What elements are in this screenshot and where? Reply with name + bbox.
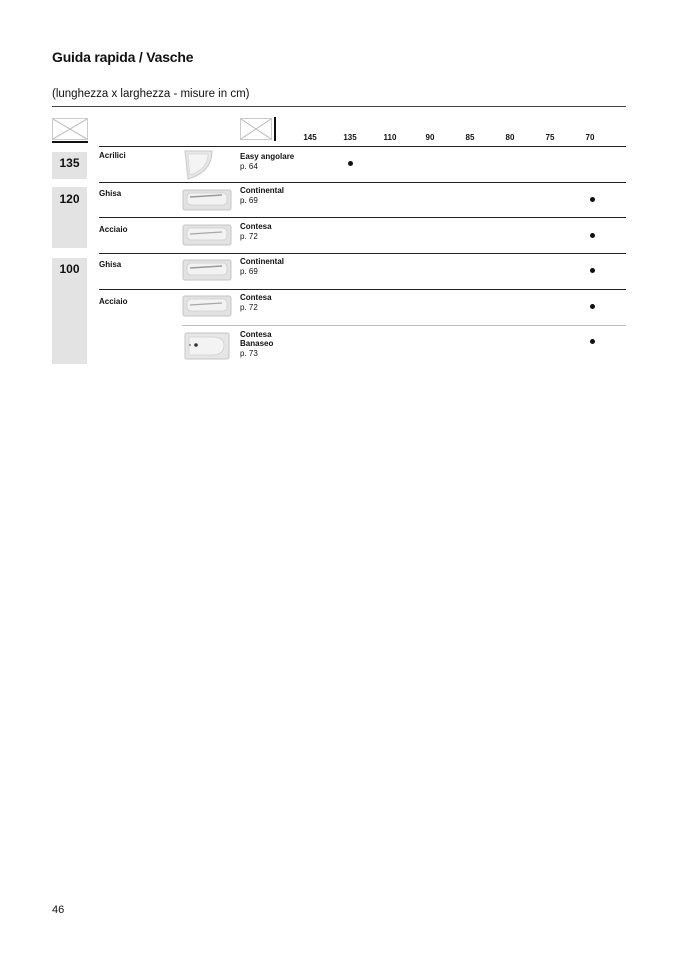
column-header: 90 xyxy=(425,133,435,142)
product-page: p. 72 xyxy=(240,232,258,241)
category-label: 100 xyxy=(59,262,80,276)
column-header: 110 xyxy=(383,133,397,142)
product-page: p. 73 xyxy=(240,349,258,358)
row-divider xyxy=(99,289,626,290)
row-divider xyxy=(99,217,626,218)
column-header: 75 xyxy=(545,133,555,142)
length-indicator-bar xyxy=(52,141,88,143)
material-label: Ghisa xyxy=(99,260,122,269)
availability-dot xyxy=(590,233,595,238)
page-title: Guida rapida / Vasche xyxy=(52,49,194,65)
width-indicator-bar xyxy=(274,117,276,141)
material-label: Acciaio xyxy=(99,297,128,306)
availability-dot xyxy=(590,268,595,273)
row-divider xyxy=(182,325,626,326)
product-name: Continental xyxy=(240,257,284,266)
length-placeholder-icon xyxy=(52,118,88,140)
product-name: Continental xyxy=(240,186,284,195)
material-label: Acciaio xyxy=(99,225,128,234)
product-name: Easy angolare xyxy=(240,152,295,161)
column-header: 70 xyxy=(585,133,595,142)
material-label: Ghisa xyxy=(99,189,122,198)
product-name: Contesa xyxy=(240,222,272,231)
page-number: 46 xyxy=(52,904,65,916)
column-header: 80 xyxy=(505,133,515,142)
availability-dot xyxy=(590,197,595,202)
page-subtitle: (lunghezza x larghezza - misure in cm) xyxy=(52,88,250,100)
availability-dot xyxy=(590,339,595,344)
product-name: Contesa Banaseo xyxy=(240,330,274,348)
product-page: p. 69 xyxy=(240,267,258,276)
material-label: Acrilici xyxy=(99,151,126,160)
product-name: Contesa xyxy=(240,293,272,302)
column-header: 145 xyxy=(303,133,317,142)
shower-bathtub-icon xyxy=(182,331,232,361)
category-label: 135 xyxy=(59,156,80,170)
product-page: p. 69 xyxy=(240,196,258,205)
column-header: 135 xyxy=(343,133,357,142)
rectangular-bathtub-icon xyxy=(182,258,232,284)
column-header: 85 xyxy=(465,133,475,142)
row-divider xyxy=(99,182,626,183)
availability-dot xyxy=(348,161,353,166)
category-label: 120 xyxy=(59,192,80,206)
rectangular-bathtub-icon xyxy=(182,188,232,214)
product-page: p. 72 xyxy=(240,303,258,312)
header-divider xyxy=(52,106,626,107)
width-placeholder-icon xyxy=(240,118,272,140)
row-divider xyxy=(99,146,626,147)
rectangular-bathtub-icon xyxy=(182,223,232,249)
availability-dot xyxy=(590,304,595,309)
product-page: p. 64 xyxy=(240,162,258,171)
rectangular-bathtub-icon xyxy=(182,294,232,320)
row-divider xyxy=(99,253,626,254)
corner-bathtub-icon xyxy=(182,150,232,176)
